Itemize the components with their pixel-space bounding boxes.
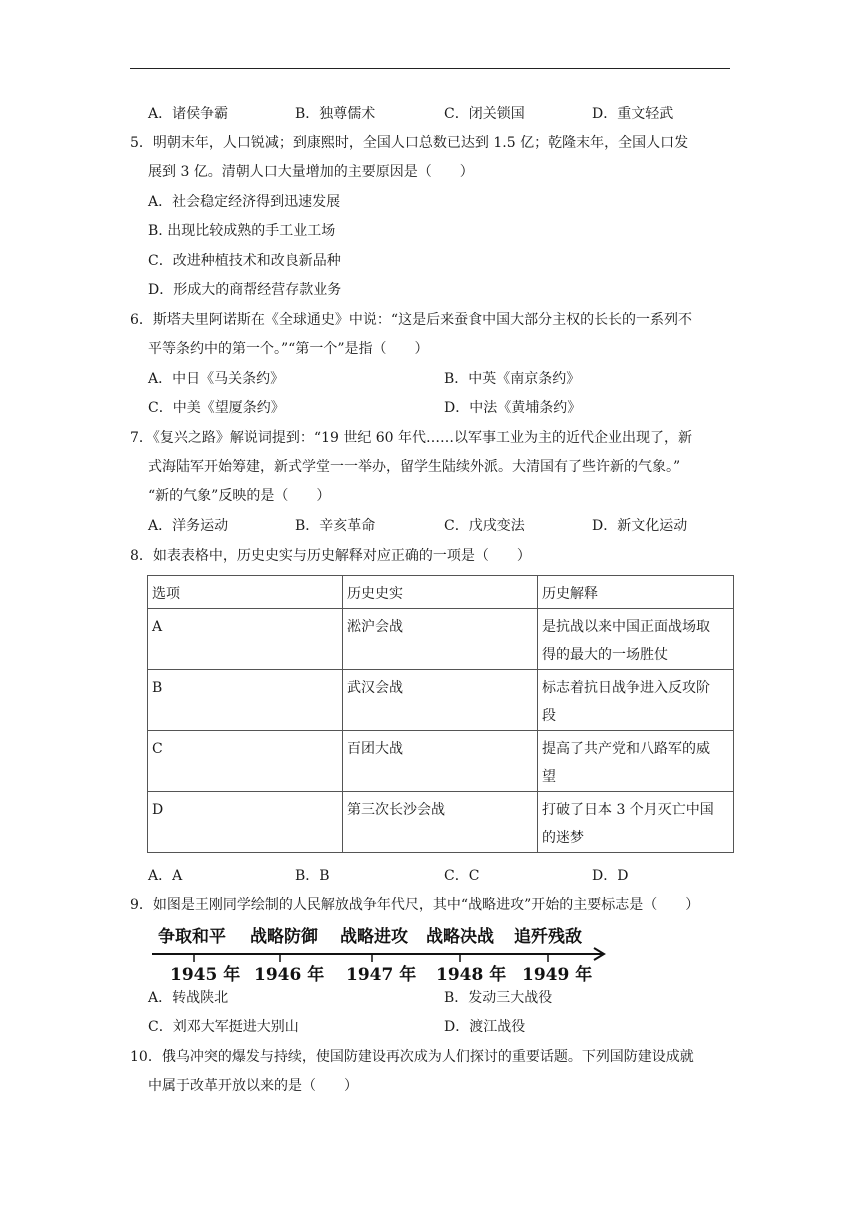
q7-option-c[interactable]: C．戊戌变法 (444, 518, 525, 534)
table-header-explanation: 历史解释 (538, 576, 734, 609)
q7-stem-line3: “新的气象”反映的是（ ） (148, 488, 331, 504)
q6-options-row2 (148, 398, 728, 418)
table-row (148, 792, 734, 853)
q6-stem-line1: 6．斯塔夫里阿诺斯在《全球通史》中说：“这是后来蚕食中国大部分主权的长长的一系列不 (130, 312, 693, 328)
q7-stem-line1: 7．《复兴之路》解说词提到：“19 世纪 60 年代……以军事工业为主的近代企业出现了，新 (130, 430, 693, 446)
table-cell-explanation: 标志着抗日战争进入反攻阶 段 (538, 670, 734, 731)
q9-option-d[interactable]: D．渡江战役 (444, 1019, 526, 1035)
table-cell-explanation: 提高了共产党和八路军的威 望 (538, 731, 734, 792)
history-table (147, 575, 734, 853)
war-timeline-figure (150, 922, 610, 984)
q8-stem: 8．如表表格中，历史史实与历史解释对应正确的一项是（ ） (130, 548, 531, 564)
timeline-stage-label: 争取和平 (158, 927, 226, 947)
header-rule (130, 68, 730, 69)
timeline-year-label: 1948 年 (436, 965, 507, 985)
q9-option-a[interactable]: A．转战陕北 (148, 990, 229, 1006)
table-row (148, 670, 734, 731)
q5-option-a[interactable]: A．社会稳定经济得到迅速发展 (148, 194, 341, 210)
q6-option-d[interactable]: D．中法《黄埔条约》 (444, 400, 582, 416)
q8-option-d[interactable]: D．D (592, 868, 629, 884)
table-cell-explanation: 打破了日本 3 个月灭亡中国 的迷梦 (538, 792, 734, 853)
q7-option-d[interactable]: D．新文化运动 (592, 518, 688, 534)
timeline-stage-label: 追歼残敌 (514, 927, 582, 947)
table-cell-explanation: 是抗战以来中国正面战场取 得的最大的一场胜仗 (538, 609, 734, 670)
table-row (148, 731, 734, 792)
q5-stem-line1: 5．明朝末年，人口锐减；到康熙时，全国人口总数已达到 1.5 亿；乾隆末年，全国人口发 (130, 135, 689, 151)
timeline-year-label: 1945 年 (170, 965, 241, 985)
q9-stem: 9．如图是王刚同学绘制的人民解放战争年代尺，其中“战略进攻”开始的主要标志是（ ） (130, 897, 700, 913)
timeline-stage-label: 战略进攻 (340, 927, 408, 947)
q7-option-a[interactable]: A．洋务运动 (148, 518, 229, 534)
q10-stem-line1: 10．俄乌冲突的爆发与持续，使国防建设再次成为人们探讨的重要话题。下列国防建设成就 (130, 1049, 694, 1065)
q6-option-c[interactable]: C．中美《望厦条约》 (148, 400, 285, 416)
q4-option-d[interactable]: D．重文轻武 (592, 106, 674, 122)
q4-option-b[interactable]: B．独尊儒术 (295, 106, 376, 122)
table-cell-fact: 武汉会战 (343, 670, 538, 731)
q6-stem-line2: 平等条约中的第一个。”“第一个”是指（ ） (148, 341, 429, 357)
table-row (148, 609, 734, 670)
timeline-year-label: 1949 年 (522, 965, 593, 985)
table-cell-option: B (148, 670, 343, 731)
q6-options-row1 (148, 369, 728, 389)
q5-option-c[interactable]: C．改进种植技术和改良新品种 (148, 253, 341, 269)
q9-option-c[interactable]: C．刘邓大军挺进大别山 (148, 1019, 299, 1035)
table-header-row (148, 576, 734, 609)
q7-stem-line2: 式海陆军开始筹建，新式学堂一一举办，留学生陆续外派。大清国有了些许新的气象。” (148, 459, 681, 475)
q8-option-c[interactable]: C．C (444, 868, 480, 884)
timeline-year-label: 1946 年 (254, 965, 325, 985)
q9-option-b[interactable]: B．发动三大战役 (444, 990, 553, 1006)
table-cell-option: C (148, 731, 343, 792)
q4-option-c[interactable]: C．闭关锁国 (444, 106, 525, 122)
q6-option-b[interactable]: B．中英《南京条约》 (444, 371, 581, 387)
q4-options (148, 104, 728, 124)
table-header-fact: 历史史实 (343, 576, 538, 609)
timeline-year-label: 1947 年 (346, 965, 417, 985)
q9-options-row1 (148, 988, 728, 1008)
q8-options (148, 866, 728, 886)
table-cell-fact: 百团大战 (343, 731, 538, 792)
q7-option-b[interactable]: B．辛亥革命 (295, 518, 376, 534)
q5-option-d[interactable]: D．形成大的商帮经营存款业务 (148, 282, 342, 298)
table-cell-fact: 第三次长沙会战 (343, 792, 538, 853)
table-cell-option: D (148, 792, 343, 853)
timeline-stage-label: 战略决战 (426, 927, 494, 947)
q5-stem-line2: 展到 3 亿。清朝人口大量增加的主要原因是（ ） (148, 164, 474, 180)
q10-stem-line2: 中属于改革开放以来的是（ ） (148, 1078, 358, 1094)
table-cell-fact: 淞沪会战 (343, 609, 538, 670)
table-cell-option: A (148, 609, 343, 670)
q7-options (148, 516, 728, 536)
q9-options-row2 (148, 1017, 728, 1037)
q6-option-a[interactable]: A．中日《马关条约》 (148, 371, 285, 387)
q8-option-b[interactable]: B．B (295, 868, 330, 884)
q4-option-a[interactable]: A．诸侯争霸 (148, 106, 229, 122)
q8-option-a[interactable]: A．A (148, 868, 183, 884)
q5-option-b[interactable]: B. 出现比较成熟的手工业工场 (148, 223, 336, 239)
table-header-option: 选项 (148, 576, 343, 609)
timeline-stage-label: 战略防御 (250, 927, 318, 947)
